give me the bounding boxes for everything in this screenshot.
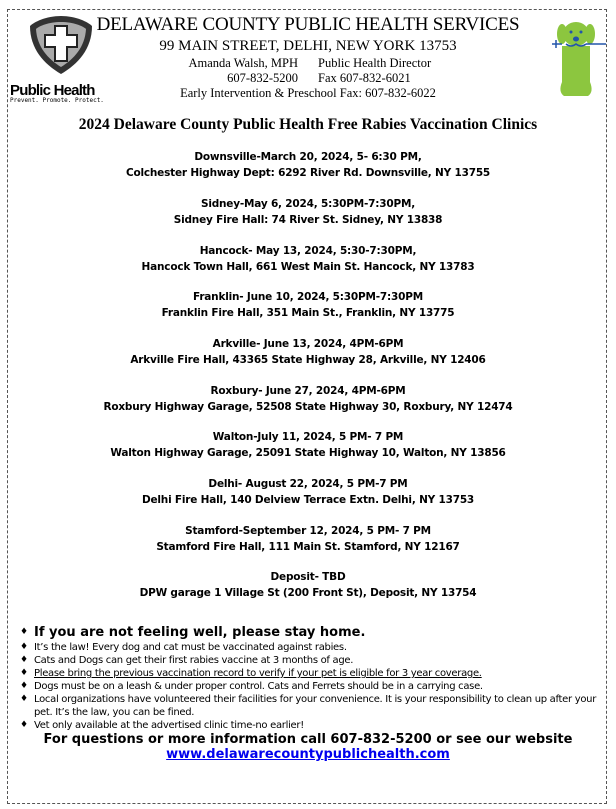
clinic-when: Walton-July 11, 2024, 5 PM- 7 PM [212,431,404,443]
letterhead [0,14,616,101]
clinic-where: Colchester Highway Dept: 6292 River Rd. Downsville, NY 13755 [125,167,491,179]
clinic-when: Sidney-May 6, 2024, 5:30PM-7:30PM, [200,198,416,210]
clinic-where: Arkville Fire Hall, 43365 State Highway 28, Arkville, NY 12406 [130,354,486,366]
note-item: ♦ Cats and Dogs can get their first rabies vaccine at 3 months of age. [20,654,600,667]
website-link[interactable]: www.delawarecountypublichealth.com [166,747,450,762]
clinic-where: Franklin Fire Hall, 351 Main St., Franklin, NY 13775 [161,307,455,319]
clinic-entry [0,243,616,275]
note-item: ♦ Vet only available at the advertised clinic time-no earlier! [20,719,600,732]
clinic-entry [0,429,616,461]
note-item: ♦ If you are not feeling well, please stay home. [20,624,600,641]
clinic-where: Roxbury Highway Garage, 52508 State Highway 30, Roxbury, NY 12474 [103,401,513,413]
notes-list [20,624,600,732]
director-title: Public Health Director [318,56,432,70]
clinic-when: Deposit- TBD [270,571,346,583]
clinic-when: Stamford-September 12, 2024, 5 PM- 7 PM [185,525,431,537]
clinic-where: DPW garage 1 Village St (200 Front St), Deposit, NY 13754 [139,587,477,599]
clinic-entry [0,336,616,368]
clinic-when: Delhi- August 22, 2024, 5 PM-7 PM [208,478,408,490]
dog-syringe-icon [552,20,608,100]
fax: Fax 607-832-6021 [318,71,411,85]
clinic-entry [0,383,616,415]
clinic-entry [0,149,616,181]
clinic-where: Sidney Fire Hall: 74 River St. Sidney, NY 13838 [173,214,443,226]
logo-name: Public Health [10,82,95,99]
clinic-where: Stamford Fire Hall, 111 Main St. Stamford, NY 12167 [156,541,460,553]
clinic-entry [0,196,616,228]
clinic-entry [0,569,616,601]
clinic-when: Downsville-March 20, 2024, 5- 6:30 PM, [194,151,422,163]
clinic-where: Hancock Town Hall, 661 West Main St. Hancock, NY 13783 [141,261,475,273]
footer-text: For questions or more information call 607-832-5200 or see our website [43,732,573,747]
clinic-entry [0,476,616,508]
clinic-when: Franklin- June 10, 2024, 5:30PM-7:30PM [193,291,423,303]
note-item: ♦ Please bring the previous vaccination record to verify if your pet is eligible for 3 year coverage. [20,667,600,680]
director-name: Amanda Walsh, MPH [188,56,298,70]
note-item: ♦ Dogs must be on a leash & under proper control. Cats and Ferrets should be in a carrying case. [20,680,600,693]
ei-fax: Early Intervention & Preschool Fax: 607-832-6022 [180,86,436,100]
clinic-where: Delhi Fire Hall, 140 Delview Terrace Extn. Delhi, NY 13753 [141,494,475,506]
note-item: ♦ Local organizations have volunteered their facilities for your convenience. It is your responsibility to clean up after your pet. It’s the law, you can be fined. [20,693,600,719]
page-title: 2024 Delaware County Public Health Free Rabies Vaccination Clinics [78,116,538,133]
org-name: DELAWARE COUNTY PUBLIC HEALTH SERVICES [96,14,520,35]
org-address: 99 MAIN STREET, DELHI, NEW YORK 13753 [159,38,457,54]
logo-tagline: Prevent. Promote. Protect. [10,97,104,104]
phone: 607-832-5200 [227,71,298,85]
clinic-when: Hancock- May 13, 2024, 5:30-7:30PM, [199,245,417,257]
clinic-entry [0,523,616,555]
footer [0,732,616,762]
clinic-when: Arkville- June 13, 2024, 4PM-6PM [212,338,404,350]
clinic-entry [0,289,616,321]
clinic-when: Roxbury- June 27, 2024, 4PM-6PM [210,385,406,397]
note-item: ♦ It’s the law! Every dog and cat must be vaccinated against rabies. [20,641,600,654]
clinic-where: Walton Highway Garage, 25091 State Highway 10, Walton, NY 13856 [110,447,506,459]
